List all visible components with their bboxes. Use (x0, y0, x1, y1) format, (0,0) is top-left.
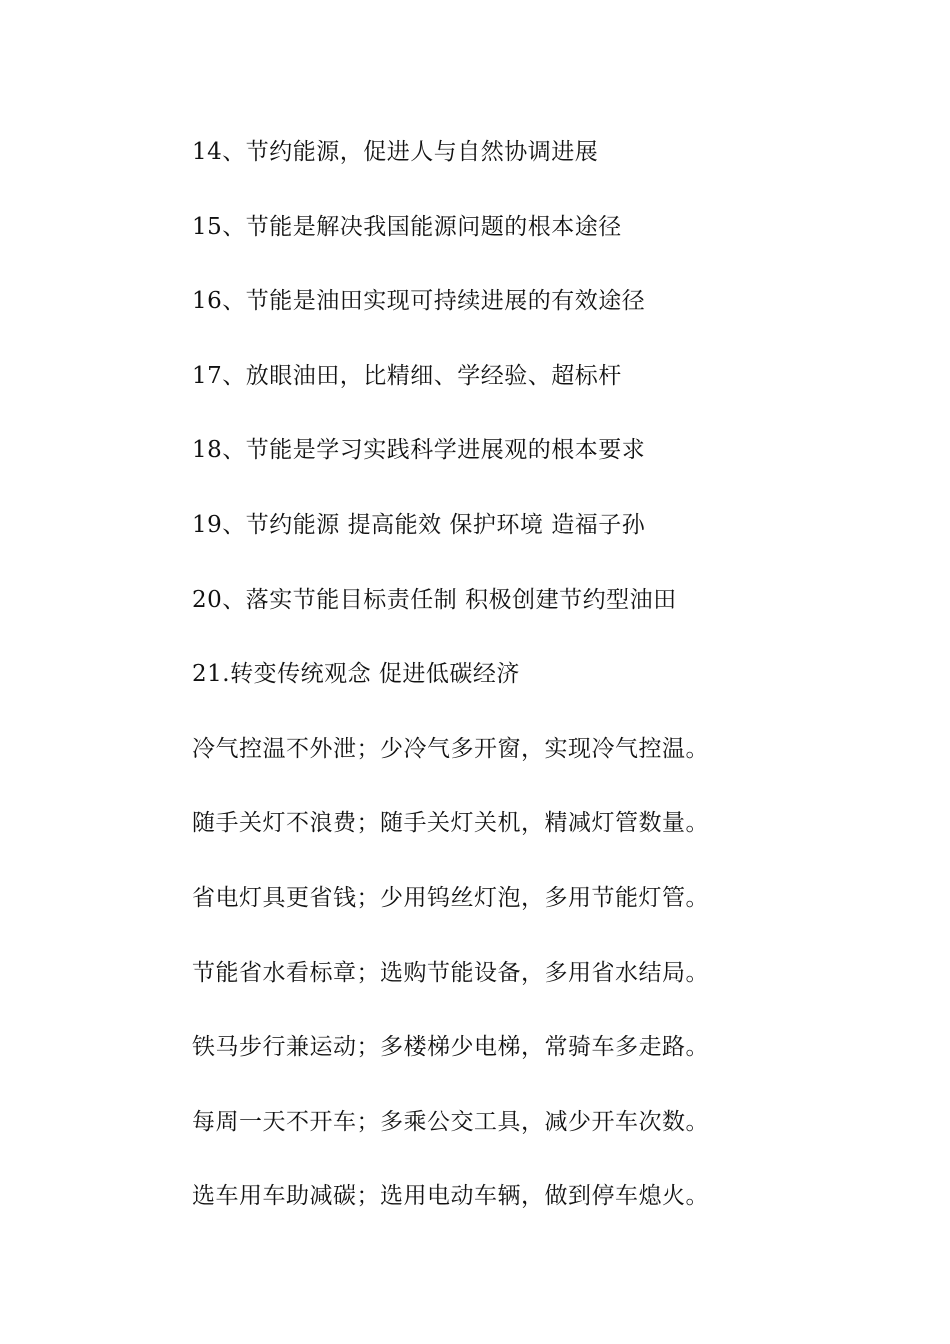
slogan-line: 18、节能是学习实践科学进展观的根本要求 (192, 437, 646, 464)
slogan-line: 19、节约能源 提高能效 保护环境 造福子孙 (192, 511, 646, 538)
slogan-line: 14、节约能源，促进人与自然协调进展 (192, 139, 599, 165)
slogan-list (192, 133, 892, 1252)
tip-line: 冷气控温不外泄；少冷气多开窗，实现冷气控温。 (192, 735, 709, 762)
tip-line: 节能省水看标章；选购节能设备，多用省水结局。 (192, 959, 709, 986)
tip-line: 选车用车助减碳；选用电动车辆，做到停车熄火。 (192, 1183, 709, 1210)
tip-line: 铁马步行兼运动；多楼梯少电梯，常骑车多走路。 (192, 1034, 709, 1061)
tip-line: 随手关灯不浪费；随手关灯关机，精减灯管数量。 (192, 810, 709, 837)
slogan-line: 20、落实节能目标责任制 积极创建节约型油田 (192, 586, 677, 613)
slogan-line: 15、节能是解决我国能源问题的根本途径 (192, 213, 622, 240)
tip-line: 省电灯具更省钱；少用钨丝灯泡，多用节能灯管。 (192, 884, 709, 911)
tip-line: 每周一天不开车；多乘公交工具，减少开车次数。 (192, 1108, 709, 1135)
slogan-line: 21.转变传统观念 促进低碳经济 (192, 661, 520, 688)
slogan-line: 16、节能是油田实现可持续进展的有效途径 (192, 288, 646, 315)
slogan-line: 17、放眼油田，比精细、学经验、超标杆 (192, 362, 622, 389)
